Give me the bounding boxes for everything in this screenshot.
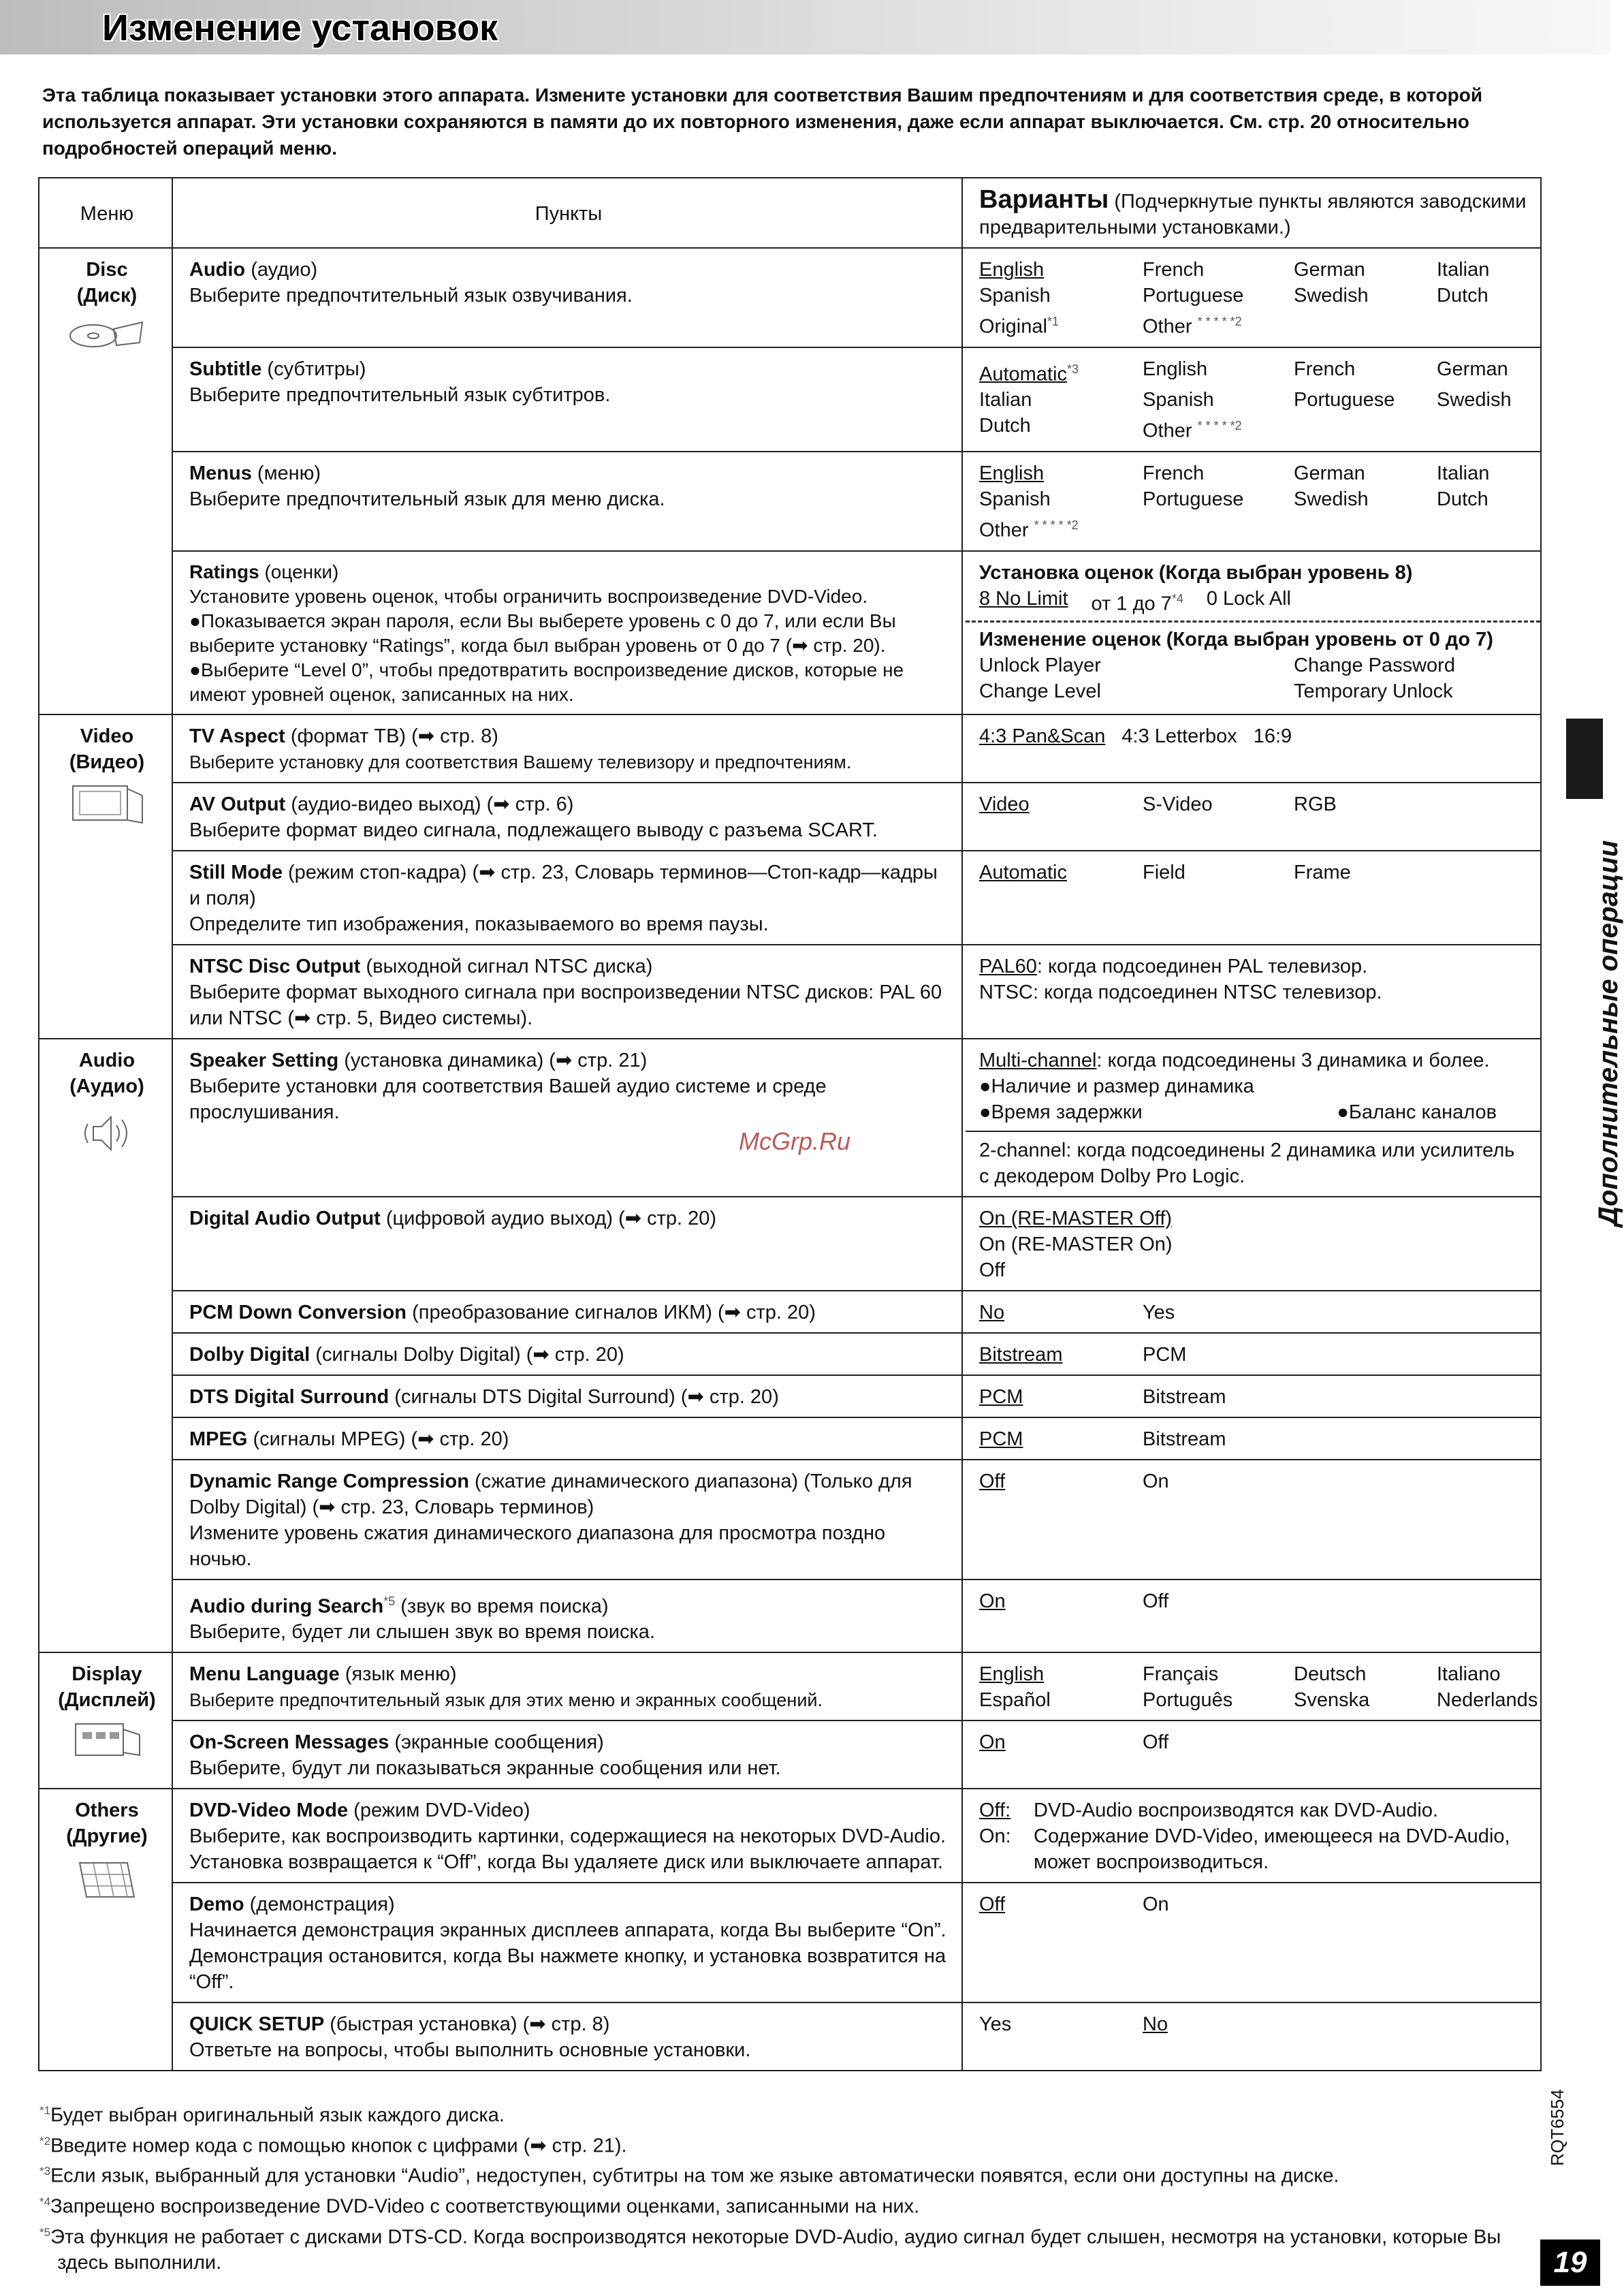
footnote (39, 2189, 1510, 2220)
option[interactable]: Dutch (1437, 488, 1488, 510)
option[interactable]: Portuguese (1294, 389, 1395, 411)
options-speaker-setting (962, 1039, 1541, 1197)
options-dynamic-range-compression (962, 1460, 1541, 1580)
menu-disc-ru: (Диск) (76, 285, 138, 307)
item-desc: Выберите, как воспроизводить картинки, содержащиеся на некоторых DVD-Audio. (189, 1825, 946, 1848)
table-row (39, 1789, 1541, 1883)
option[interactable]: от 1 до 7 (1091, 593, 1172, 615)
dashed-divider (966, 620, 1540, 623)
item-desc: Определите тип изображения, показываемого во время паузы. (189, 913, 769, 935)
option[interactable]: Change Password (1294, 655, 1455, 677)
table-row (39, 452, 1541, 551)
options-subtitle (962, 347, 1541, 452)
menu-audio-en: Audio (78, 1049, 136, 1071)
table-header-row (39, 178, 1541, 248)
item-paren: (демонстрация) (249, 1894, 395, 1916)
footnote-mark: *1 (39, 2104, 51, 2117)
table-row (39, 1720, 1541, 1789)
speaker-bullet: ●Наличие и размер динамика (979, 1075, 1254, 1097)
header-options (962, 178, 1541, 248)
item-name: NTSC Disc Output (189, 955, 361, 977)
option[interactable]: 16:9 (1253, 725, 1292, 747)
display-icon (66, 1720, 148, 1761)
options-ratings (962, 551, 1541, 714)
option[interactable]: Yes (1143, 1301, 1175, 1323)
option[interactable]: Yes (979, 2013, 1012, 2036)
option-wrap (1143, 309, 1287, 340)
item-paren: (экранные сообщения) (394, 1731, 604, 1754)
menu-display-en: Display (71, 1663, 142, 1686)
option[interactable]: On (979, 1590, 1006, 1612)
option[interactable]: RGB (1294, 793, 1337, 815)
menu-display-ru: (Дисплей) (58, 1689, 156, 1712)
intro-text: Эта таблица показывает установки этого аппарата. Измените установки для соответствия Вашим предпочтениям и для соответствия среде, в которой используется аппарат. Эти установки сохраняются в памяти до их повторного изменения, даже если аппарат выключается. См. стр. 20 относительно подробностей операций меню. (42, 84, 1483, 159)
table-row (39, 945, 1541, 1039)
item-desc: Выберите предпочтительный язык для меню диска. (189, 488, 665, 510)
item-paren: (аудио) (251, 259, 318, 281)
item-name: Speaker Setting (189, 1049, 339, 1071)
item-name: Menus (189, 462, 252, 484)
option-wrap (979, 512, 1136, 544)
table-row (39, 2002, 1541, 2071)
option[interactable]: Spanish (979, 488, 1051, 510)
footnote-mark: * * * * *2 (1197, 315, 1242, 328)
option[interactable]: Automatic (979, 363, 1067, 386)
option[interactable]: Off (979, 1470, 1006, 1492)
option[interactable]: PCM (1143, 1343, 1187, 1366)
option[interactable]: NTSC (979, 981, 1033, 1003)
item-paren: (субтитры) (267, 358, 366, 380)
option[interactable]: Italian (1437, 462, 1490, 484)
item-paren: (сжатие динамического диапазона) (Только для Dolby Digital) (➡ стр. 23, Словарь терминов) (189, 1470, 912, 1518)
menu-video-en: Video (80, 725, 134, 747)
option[interactable]: Change Level (979, 680, 1101, 703)
item-desc: Выберите установки для соответствия Вашей аудио системе и среде прослушивания. (189, 1075, 827, 1123)
option-wrap (979, 309, 1136, 340)
option[interactable]: German (1294, 462, 1365, 484)
table-row (39, 1883, 1541, 2002)
item-dynamic-range-compression (172, 1460, 962, 1580)
option[interactable]: Italiano (1437, 1663, 1501, 1686)
options-av-output (962, 783, 1541, 851)
table-row (39, 1580, 1541, 1653)
table-row (39, 1291, 1541, 1333)
item-paren: (режим DVD-Video) (353, 1800, 530, 1822)
option-desc: : когда подсоединен PAL телевизор. (1036, 955, 1368, 977)
option[interactable]: PCM (979, 1428, 1023, 1450)
option[interactable]: Off (1143, 1731, 1169, 1754)
settings-table (38, 177, 1542, 2071)
side-section-label: Дополнительные операции (1593, 840, 1623, 1226)
footnote (39, 2158, 1510, 2189)
item-paren: (установка динамика) (➡ стр. 21) (344, 1049, 648, 1071)
footnotes (39, 2098, 1510, 2276)
item-paren: (аудио-видео выход) (➡ стр. 6) (291, 793, 574, 815)
option[interactable]: Español (979, 1689, 1051, 1712)
grid-icon (66, 1856, 148, 1904)
option[interactable]: 4:3 Letterbox (1121, 725, 1237, 747)
menu-audio (39, 1039, 172, 1653)
option[interactable]: Other (979, 519, 1029, 541)
option[interactable]: 4:3 Pan&Scan (979, 725, 1106, 747)
item-menus (172, 452, 962, 551)
table-row (39, 1333, 1541, 1375)
footnote-text: Запрещено воспроизведение DVD-Video с соответствующими оценками, записанными на них. (50, 2195, 920, 2218)
item-name: TV Aspect (189, 725, 285, 747)
options-audio-language (962, 248, 1541, 347)
options-on-screen-messages (962, 1720, 1541, 1789)
footnote-text: Эта функция не работает с дисками DTS-CD. Когда воспроизводятся некоторые DVD-Audio, аудио сигнал будет слышен, несмотря на установки, которые Вы здесь выполнили. (50, 2226, 1501, 2274)
side-tab-marker (1566, 719, 1603, 799)
item-desc: Измените уровень сжатия динамического диапазона для просмотра поздно ночью. (189, 1522, 886, 1570)
option[interactable]: Swedish (1294, 488, 1369, 510)
option[interactable]: Unlock Player (979, 655, 1101, 677)
item-name: Audio (189, 259, 246, 281)
option[interactable]: Frame (1294, 861, 1351, 883)
item-still-mode (172, 851, 962, 945)
option[interactable]: Off (979, 1894, 1006, 1916)
option[interactable]: Spanish (979, 285, 1051, 307)
item-name: MPEG (189, 1428, 248, 1450)
table-row (39, 1460, 1541, 1580)
disc-icon (66, 315, 148, 356)
options-quick-setup (962, 2002, 1541, 2071)
item-paren: (оценки) (264, 561, 339, 582)
item-paren: (звук во время поиска) (400, 1595, 609, 1618)
item-desc: Выберите предпочтительный язык озвучивания. (189, 285, 633, 307)
item-paren: (меню) (257, 462, 321, 484)
option[interactable]: English (1143, 358, 1208, 380)
option[interactable]: Italian (979, 389, 1032, 411)
option[interactable]: German (1437, 358, 1508, 380)
option[interactable]: 8 No Limit (979, 587, 1068, 610)
item-name: Digital Audio Output (189, 1207, 381, 1229)
menu-video (39, 714, 172, 1039)
item-dolby-digital (172, 1333, 962, 1375)
document-code: RQT6554 (1547, 2089, 1567, 2166)
option-desc: : когда подсоединен NTSC телевизор. (1032, 981, 1382, 1003)
options-tv-aspect (962, 714, 1541, 783)
item-name: Subtitle (189, 358, 262, 380)
header-options-label: Варианты (979, 185, 1109, 214)
option-desc: DVD-Audio воспроизводятся как DVD-Audio. (1034, 1800, 1439, 1822)
item-desc: Начинается демонстрация экранных дисплеев аппарата, когда Вы выберите “On”. Демонстрация остановится, когда Вы нажмете кнопку, и установка возвратится на “Off”. (189, 1919, 946, 1994)
footnote-mark: * * * * *2 (1034, 518, 1079, 532)
option[interactable]: English (979, 462, 1045, 484)
item-mpeg (172, 1417, 962, 1460)
footnote-mark: *1 (1047, 315, 1059, 328)
item-speaker-setting (172, 1039, 962, 1197)
menu-others-ru: (Другие) (66, 1825, 148, 1848)
option-wrap (1143, 413, 1287, 444)
menu-others (39, 1789, 172, 2071)
item-name: Ratings (189, 561, 259, 582)
option[interactable]: French (1143, 462, 1205, 484)
option-wrap (979, 356, 1136, 388)
footnote (39, 2128, 1510, 2159)
options-menu-language (962, 1652, 1541, 1720)
footnote-mark: *3 (1066, 362, 1079, 376)
item-desc: ●Показывается экран пароля, если Вы выберете уровень с 0 до 7, или если Вы выберите установку “Ratings”, когда был выбран уровень от 0 до 7 (➡ стр. 20). (189, 610, 896, 656)
option[interactable]: Bitstream (1143, 1385, 1226, 1408)
speaker-bullet-row (979, 1099, 1497, 1125)
options-dts-digital-surround (962, 1375, 1541, 1417)
item-desc: Установите уровень оценок, чтобы ограничить воспроизведение DVD-Video. (189, 585, 868, 607)
option[interactable]: Off (1143, 1590, 1169, 1612)
page-title: Изменение установок (102, 7, 498, 48)
menu-audio-ru: (Аудио) (69, 1075, 144, 1097)
tv-icon (66, 782, 148, 830)
item-desc: Выберите предпочтительный язык субтитров. (189, 383, 611, 406)
item-audio-during-search (172, 1580, 962, 1653)
table-row (39, 347, 1541, 452)
option[interactable]: Temporary Unlock (1294, 680, 1453, 703)
menu-display (39, 1652, 172, 1789)
item-desc: Выберите формат видео сигнала, подлежащего выводу с разъема SCART. (189, 819, 878, 841)
item-quick-setup (172, 2002, 962, 2071)
item-paren: (режим стоп-кадра) (➡ стр. 23, Словарь терминов—Стоп-кадр—кадры и поля) (189, 861, 938, 909)
option-desc: Содержание DVD-Video, имеющееся на DVD-Audio, может воспроизводиться. (1034, 1825, 1510, 1874)
option[interactable]: Spanish (1143, 389, 1214, 411)
item-name: DVD-Video Mode (189, 1800, 349, 1822)
option[interactable]: Français (1143, 1663, 1219, 1686)
options-pcm-down-conversion (962, 1291, 1541, 1333)
option[interactable]: Multi-channel (979, 1049, 1097, 1071)
option-desc: : когда подсоединены 3 динамика и более. (1096, 1049, 1490, 1071)
option[interactable]: On (1143, 1470, 1169, 1492)
footnote (39, 2098, 1510, 2128)
item-paren: (быстрая установка) (➡ стр. 8) (330, 2013, 610, 2036)
option[interactable]: 0 Lock All (1206, 587, 1291, 610)
option[interactable]: Swedish (1294, 285, 1369, 307)
item-av-output (172, 783, 962, 851)
item-desc: Выберите предпочтительный язык для этих меню и экранных сообщений. (189, 1690, 823, 1711)
item-name: QUICK SETUP (189, 2013, 325, 2036)
item-paren: (сигналы DTS Digital Surround) (➡ стр. 20) (394, 1385, 779, 1408)
option[interactable]: Off: (979, 1800, 1011, 1822)
item-paren: (выходной сигнал NTSC диска) (366, 955, 653, 977)
option[interactable]: Nederlands (1437, 1689, 1538, 1712)
item-paren: (формат ТВ) (➡ стр. 8) (290, 725, 498, 747)
speaker-bullet: ●Время задержки (979, 1101, 1143, 1123)
item-desc: ●Выберите “Level 0”, чтобы предотвратить воспроизведение дисков, которые не имеют уровней оценок, записанных на них. (189, 659, 904, 705)
item-menu-language (172, 1652, 962, 1720)
item-desc: Установка возвращается к “Off”, когда Вы удаляете диск или выключаете аппарат. (189, 1851, 943, 1874)
footnote-text: Будет выбран оригинальный язык каждого диска. (50, 2104, 505, 2126)
option-wrap (1092, 586, 1183, 617)
item-name: Audio during Search (189, 1595, 384, 1618)
table-row (39, 783, 1541, 851)
item-desc: Выберите, будут ли показываться экранные сообщения или нет. (189, 1757, 781, 1780)
options-still-mode (962, 851, 1541, 945)
table-row (39, 1652, 1541, 1720)
option[interactable]: On: (979, 1825, 1011, 1848)
item-paren: (цифровой аудио выход) (➡ стр. 20) (385, 1207, 717, 1229)
item-desc: Ответьте на вопросы, чтобы выполнить основные установки. (189, 2039, 751, 2062)
option[interactable]: Português (1143, 1689, 1233, 1712)
options-dvd-video-mode (962, 1789, 1541, 1883)
options-mpeg (962, 1417, 1541, 1460)
option[interactable]: PCM (979, 1385, 1023, 1408)
option[interactable]: 2-channel: когда подсоединены 2 динамика или усилитель с декодером Dolby Pro Logic. (979, 1139, 1515, 1187)
options-demo (962, 1883, 1541, 2002)
option[interactable]: PAL60 (979, 955, 1037, 977)
menu-others-en: Others (75, 1800, 139, 1822)
option[interactable]: Dutch (1437, 285, 1488, 307)
footnote-mark: *5 (39, 2225, 51, 2239)
footnote-mark: *3 (39, 2165, 51, 2178)
ratings-set-title: Установка оценок (Когда выбран уровень 8) (979, 561, 1413, 584)
option[interactable]: French (1294, 358, 1356, 380)
item-demo (172, 1883, 962, 2002)
option[interactable]: No (1143, 2013, 1168, 2036)
options-dolby-digital (962, 1333, 1541, 1375)
item-subtitle (172, 347, 962, 452)
item-dts-digital-surround (172, 1375, 962, 1417)
table-row (39, 1039, 1541, 1197)
option[interactable]: Portuguese (1143, 285, 1244, 307)
footnote-text: Введите номер кода с помощью кнопок с цифрами (➡ стр. 21). (50, 2135, 627, 2157)
option[interactable]: Other (1143, 420, 1192, 442)
speaker-bullet: ●Баланс каналов (1337, 1101, 1497, 1123)
menu-video-ru: (Видео) (69, 751, 145, 773)
option[interactable]: Italian (1437, 259, 1490, 281)
item-paren: (сигналы Dolby Digital) (➡ стр. 20) (315, 1343, 624, 1366)
footnote-mark: * * * * *2 (1197, 419, 1242, 433)
option[interactable]: Deutsch (1294, 1663, 1367, 1686)
option[interactable]: English (979, 1663, 1045, 1686)
footnote-mark: *4 (1171, 591, 1183, 606)
option[interactable]: Other (1143, 315, 1192, 338)
option[interactable]: Video (979, 793, 1030, 815)
option[interactable]: English (979, 259, 1045, 281)
table-row (39, 1375, 1541, 1417)
item-name: PCM Down Conversion (189, 1301, 407, 1323)
option[interactable]: Field (1143, 861, 1185, 883)
item-name: AV Output (189, 793, 286, 815)
item-paren: (сигналы MPEG) (➡ стр. 20) (253, 1428, 509, 1450)
item-tv-aspect (172, 714, 962, 783)
item-name: Menu Language (189, 1663, 340, 1686)
speaker-icon (73, 1106, 141, 1161)
footnote-mark: *2 (39, 2134, 51, 2148)
option[interactable]: Dutch (979, 415, 1031, 437)
option[interactable]: Swedish (1437, 389, 1512, 411)
item-pcm-down-conversion (172, 1291, 962, 1333)
divider (966, 1131, 1540, 1132)
item-audio-language (172, 248, 962, 347)
item-desc: Выберите установку для соответствия Вашему телевизору и предпочтениям. (189, 751, 852, 772)
footnote-text: Если язык, выбранный для установки “Audio”, недоступен, субтитры на том же языке автоматически появятся, если они доступны на диске. (50, 2165, 1339, 2187)
table-row (39, 551, 1541, 714)
option[interactable]: On (1143, 1894, 1169, 1916)
ratings-change-title: Изменение оценок (Когда выбран уровень от 0 до 7) (979, 629, 1493, 651)
item-dvd-video-mode (172, 1789, 962, 1883)
item-on-screen-messages (172, 1720, 962, 1789)
option[interactable]: Off (979, 1259, 1006, 1281)
option[interactable]: On (RE-MASTER Off) (979, 1207, 1173, 1229)
option[interactable]: Portuguese (1143, 488, 1244, 510)
item-name: On-Screen Messages (189, 1731, 389, 1754)
item-digital-audio-output (172, 1197, 962, 1291)
option[interactable]: French (1143, 259, 1205, 281)
footnote-mark: *4 (39, 2195, 51, 2208)
item-paren: (преобразование сигналов ИКМ) (➡ стр. 20) (412, 1301, 816, 1323)
item-name: Demo (189, 1894, 244, 1916)
table-row (39, 714, 1541, 783)
item-name: Still Mode (189, 861, 283, 883)
options-menus (962, 452, 1541, 551)
option[interactable]: On (RE-MASTER On) (979, 1233, 1173, 1255)
table-row (39, 1197, 1541, 1291)
header-options-note: (Подчеркнутые пункты являются заводскими предварительными установками.) (979, 191, 1527, 238)
item-ntsc-disc-output (172, 945, 962, 1039)
watermark: McGrp.Ru (739, 1127, 851, 1155)
item-paren: (язык меню) (345, 1663, 457, 1686)
header-menu: Меню (39, 178, 172, 248)
header-items: Пункты (172, 178, 962, 248)
page-number: 19 (1540, 2240, 1600, 2286)
footnote (39, 2220, 1510, 2276)
options-audio-during-search (962, 1580, 1541, 1653)
menu-disc (39, 248, 172, 714)
option[interactable]: Automatic (979, 861, 1067, 883)
table-row (39, 248, 1541, 347)
option[interactable]: Svenska (1294, 1689, 1370, 1712)
option[interactable]: Original (979, 315, 1047, 338)
item-desc: Выберите формат выходного сигнала при воспроизведении NTSC дисков: PAL 60 или NTSC (➡ стр. 5, Видео системы). (189, 981, 942, 1029)
option[interactable]: No (979, 1301, 1005, 1323)
item-desc: Выберите, будет ли слышен звук во время поиска. (189, 1621, 655, 1644)
item-name: Dynamic Range Compression (189, 1470, 469, 1492)
table-row (39, 1417, 1541, 1460)
option[interactable]: Bitstream (979, 1343, 1063, 1366)
options-digital-audio-output (962, 1197, 1541, 1291)
option[interactable]: German (1294, 259, 1365, 281)
options-ntsc-disc-output (962, 945, 1541, 1039)
option[interactable]: Bitstream (1143, 1428, 1226, 1450)
option[interactable]: On (979, 1731, 1006, 1754)
option[interactable]: S-Video (1143, 793, 1213, 815)
table-row (39, 851, 1541, 945)
item-ratings (172, 551, 962, 714)
footnote-mark: *5 (383, 1594, 396, 1608)
item-name: DTS Digital Surround (189, 1385, 389, 1408)
item-name: Dolby Digital (189, 1343, 311, 1366)
menu-disc-en: Disc (86, 259, 128, 281)
